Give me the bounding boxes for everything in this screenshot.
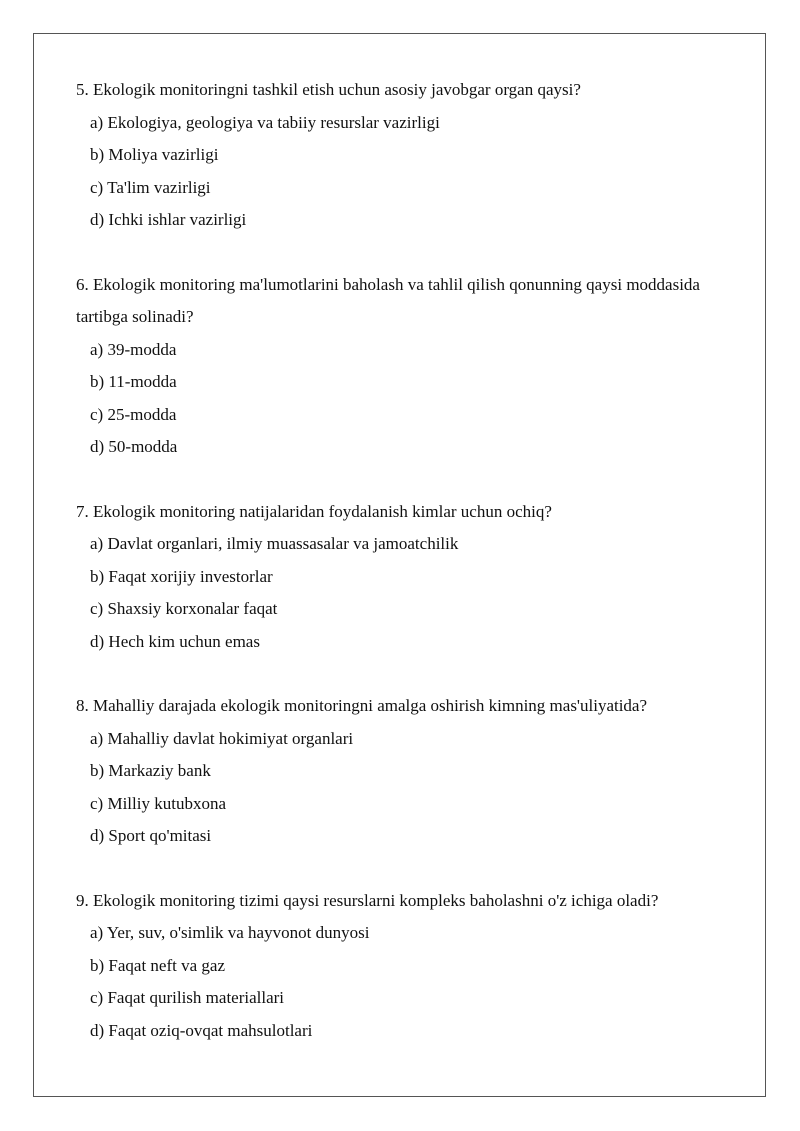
option-b: b) Markaziy bank [90, 761, 211, 780]
question-5 [76, 74, 736, 237]
answer-options [76, 334, 736, 464]
option-d: d) 50-modda [90, 437, 178, 456]
option-b: b) Moliya vazirligi [90, 145, 219, 164]
question-text: 9. Ekologik monitoring tizimi qaysi resurslarni kompleks baholashni o'z ichiga oladi? [76, 890, 659, 910]
option-d: d) Ichki ishlar vazirligi [90, 210, 247, 229]
answer-options [76, 107, 736, 237]
question-8 [76, 690, 736, 853]
option-a: a) Mahalliy davlat hokimiyat organlari [90, 728, 354, 748]
option-b: b) 11-modda [90, 372, 177, 391]
question-9 [76, 885, 736, 1048]
answer-options [76, 917, 736, 1047]
option-d: d) Hech kim uchun emas [90, 631, 260, 651]
option-b: b) Faqat neft va gaz [90, 955, 225, 975]
quiz-content [76, 74, 736, 1079]
option-c: c) Faqat qurilish materiallari [90, 988, 285, 1007]
option-c: c) Shaxsiy korxonalar faqat [90, 599, 278, 618]
option-c: c) Ta'lim vazirligi [90, 177, 211, 197]
answer-options [76, 528, 736, 658]
answer-options [76, 723, 736, 853]
question-text: 5. Ekologik monitoringni tashkil etish uchun asosiy javobgar organ qaysi? [76, 80, 581, 99]
option-c: c) 25-modda [90, 404, 177, 424]
question-6 [76, 269, 736, 464]
option-a: a) Davlat organlari, ilmiy muassasalar va jamoatchilik [90, 534, 459, 553]
question-text: 7. Ekologik monitoring natijalaridan foydalanish kimlar uchun ochiq? [76, 501, 552, 521]
option-b: b) Faqat xorijiy investorlar [90, 566, 273, 586]
question-text: 6. Ekologik monitoring ma'lumotlarini baholash va tahlil qilish qonunning qaysi moddasida tartibga solinadi? [76, 274, 700, 326]
option-a: a) Yer, suv, o'simlik va hayvonot dunyosi [90, 923, 370, 942]
question-7 [76, 496, 736, 659]
option-a: a) Ekologiya, geologiya va tabiiy resurslar vazirligi [90, 112, 440, 132]
question-text: 8. Mahalliy darajada ekologik monitoringni amalga oshirish kimning mas'uliyatida? [76, 696, 648, 715]
option-c: c) Milliy kutubxona [90, 793, 226, 813]
option-d: d) Faqat oziq-ovqat mahsulotlari [90, 1020, 313, 1040]
option-a: a) 39-modda [90, 339, 177, 359]
option-d: d) Sport qo'mitasi [90, 826, 212, 845]
